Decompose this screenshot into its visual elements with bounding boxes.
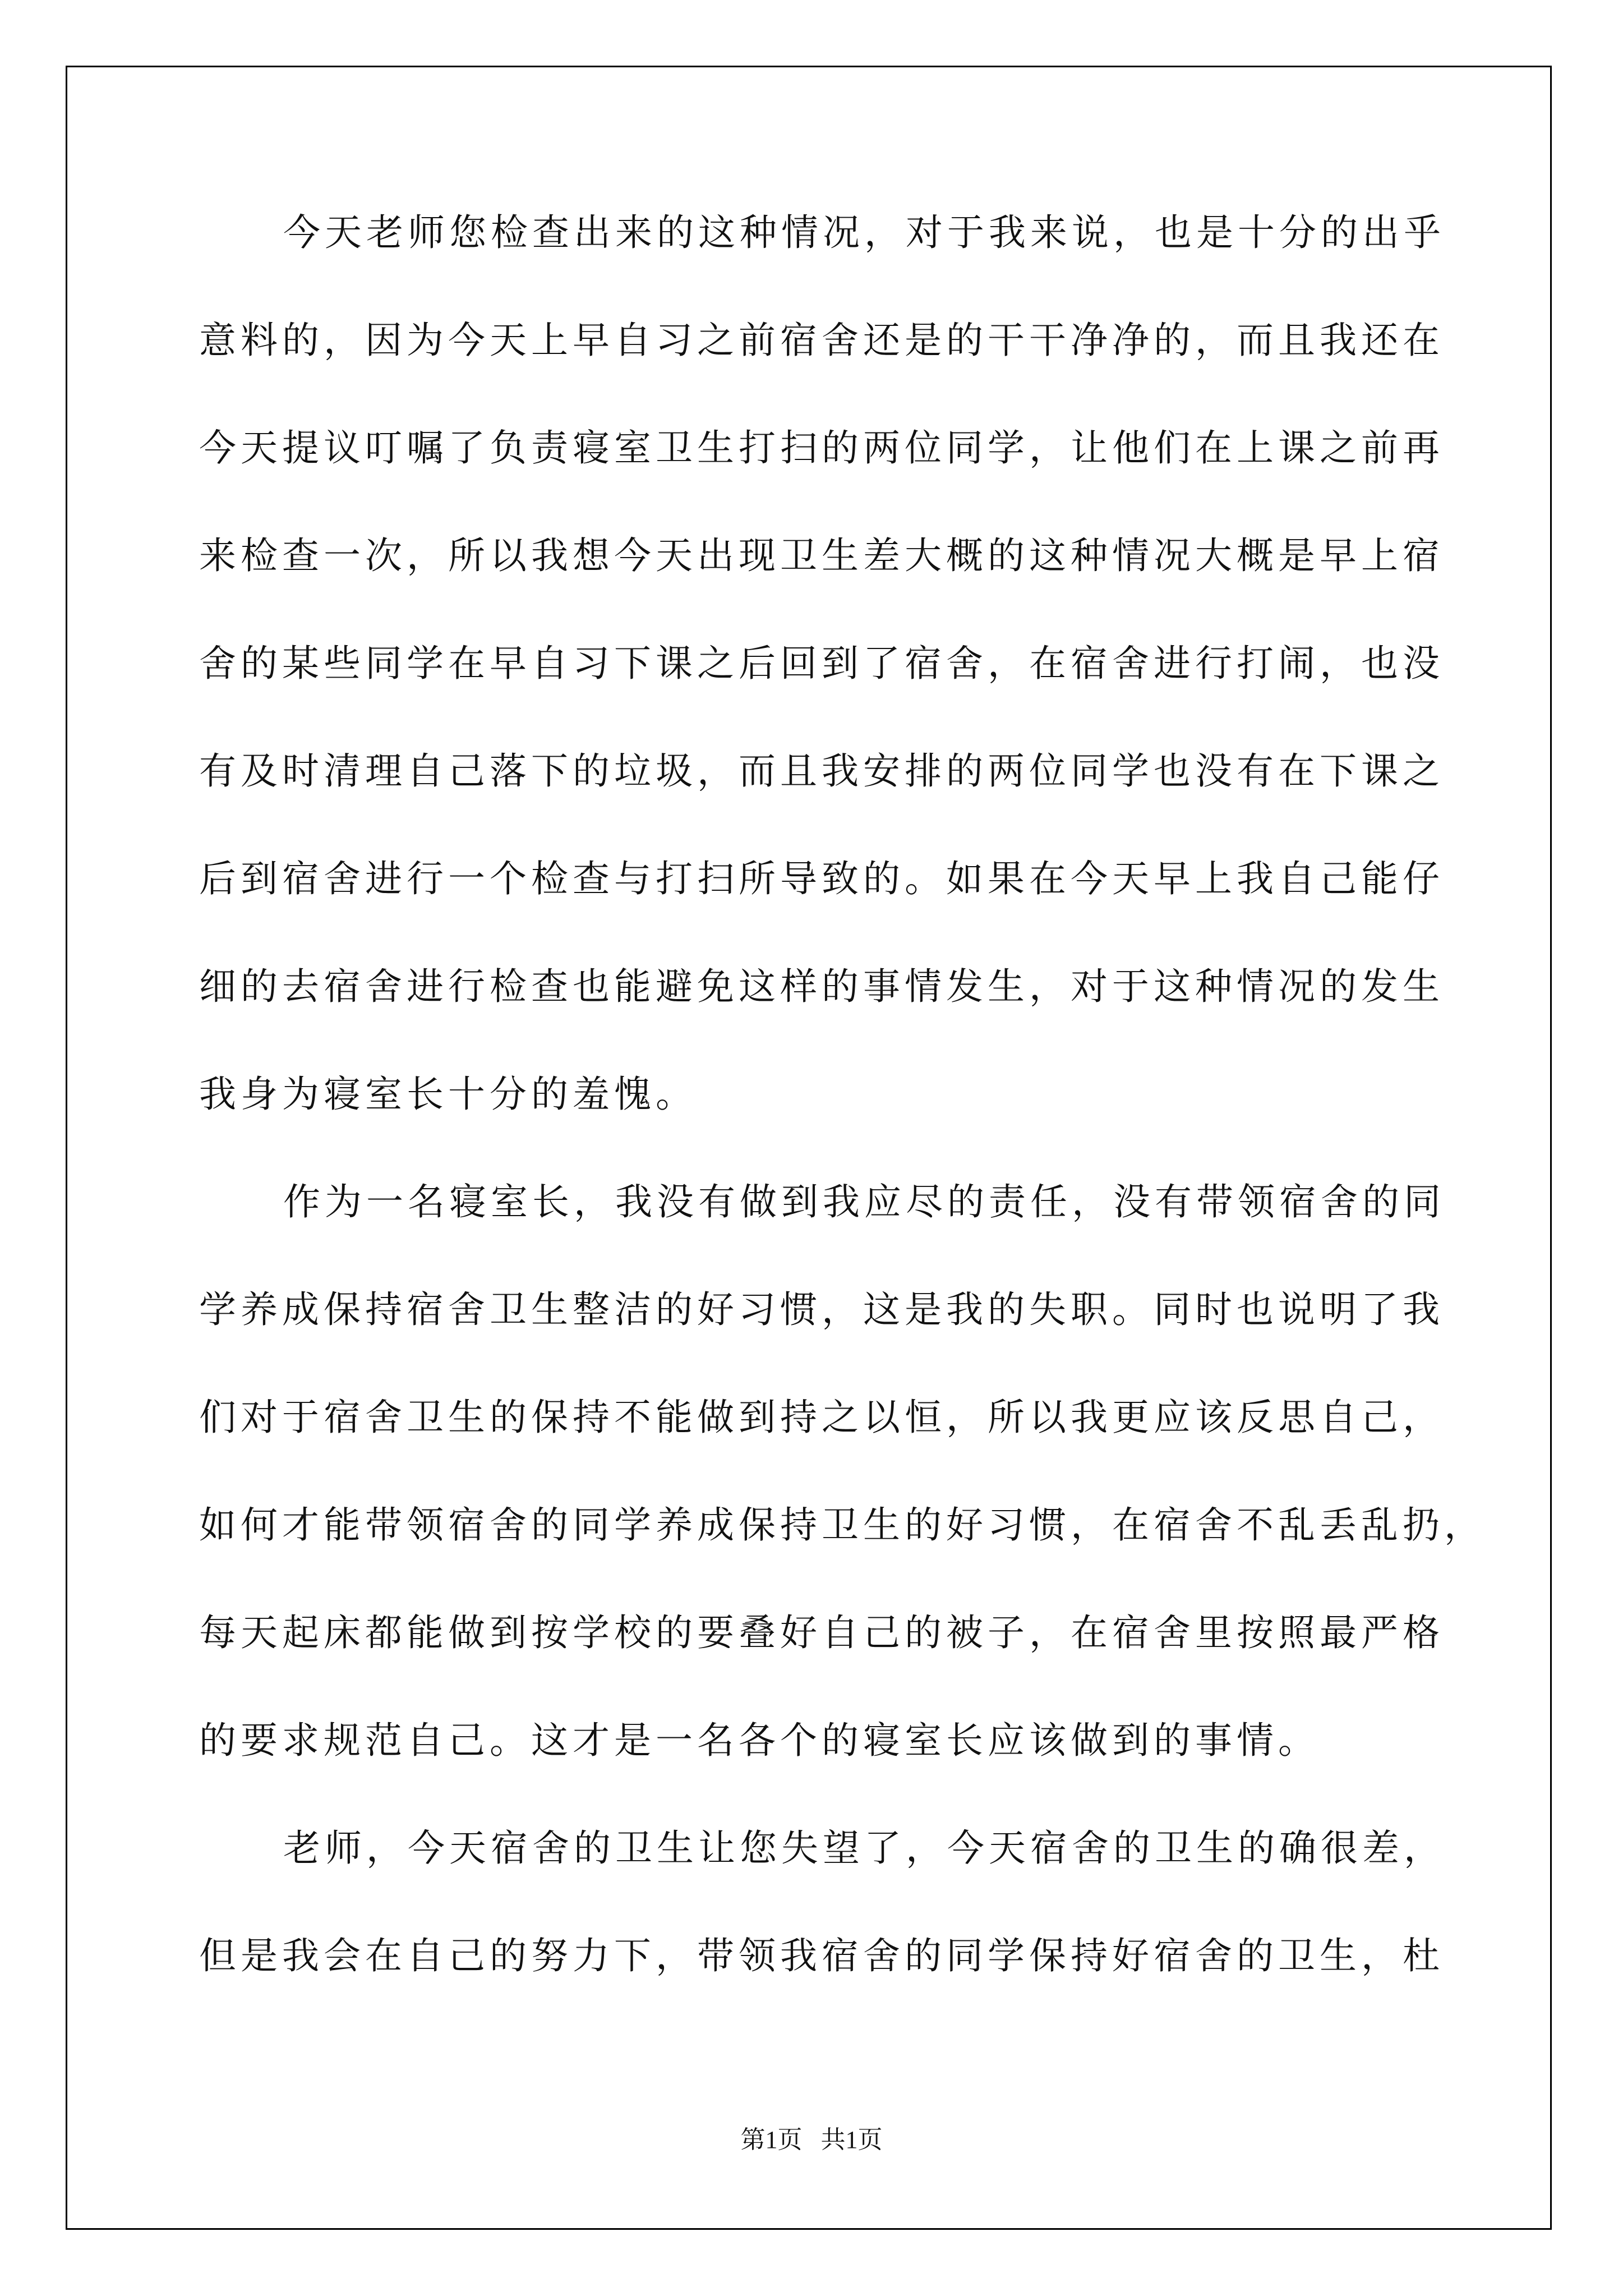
text-line: 们对于宿舍卫生的保持不能做到持之以恒，所以我更应该反思自己， [199, 1396, 1444, 1439]
text-line: 舍的某些同学在早自习下课之后回到了宿舍，在宿舍进行打闹，也没 [199, 642, 1444, 685]
text-line: 有及时清理自己落下的垃圾，而且我安排的两位同学也没有在下课之 [199, 749, 1444, 793]
text-line: 意料的，因为今天上早自习之前宿舍还是的干干净净的，而且我还在 [199, 319, 1444, 362]
text-line: 每天起床都能做到按学校的要叠好自己的被子，在宿舍里按照最严格 [199, 1611, 1444, 1654]
text-line: 学养成保持宿舍卫生整洁的好习惯，这是我的失职。同时也说明了我 [199, 1288, 1444, 1331]
text-line: 如何才能带领宿舍的同学养成保持卫生的好习惯，在宿舍不乱丢乱扔， [199, 1503, 1486, 1547]
text-line: 细的去宿舍进行检查也能避免这样的事情发生，对于这种情况的发生 [199, 965, 1444, 1008]
text-line: 的要求规范自己。这才是一名各个的寝室长应该做到的事情。 [199, 1719, 1320, 1762]
text-line: 作为一名寝室长，我没有做到我应尽的责任，没有带领宿舍的同 [283, 1180, 1445, 1223]
text-line: 我身为寝室长十分的羞愧。 [199, 1073, 697, 1116]
text-line: 今天提议叮嘱了负责寝室卫生打扫的两位同学，让他们在上课之前再 [199, 426, 1444, 470]
text-line: 老师，今天宿舍的卫生让您失望了，今天宿舍的卫生的确很差， [283, 1826, 1445, 1870]
text-line: 但是我会在自己的努力下，带领我宿舍的同学保持好宿舍的卫生，杜 [199, 1934, 1444, 1977]
page-footer: 第1页 共1页 [740, 2126, 883, 2154]
text-line: 后到宿舍进行一个检查与打扫所导致的。如果在今天早上我自己能仔 [199, 857, 1444, 900]
text-line: 今天老师您检查出来的这种情况，对于我来说，也是十分的出乎 [283, 211, 1445, 254]
text-line: 来检查一次，所以我想今天出现卫生差大概的这种情况大概是早上宿 [199, 534, 1444, 577]
document-body [199, 208, 1486, 2039]
